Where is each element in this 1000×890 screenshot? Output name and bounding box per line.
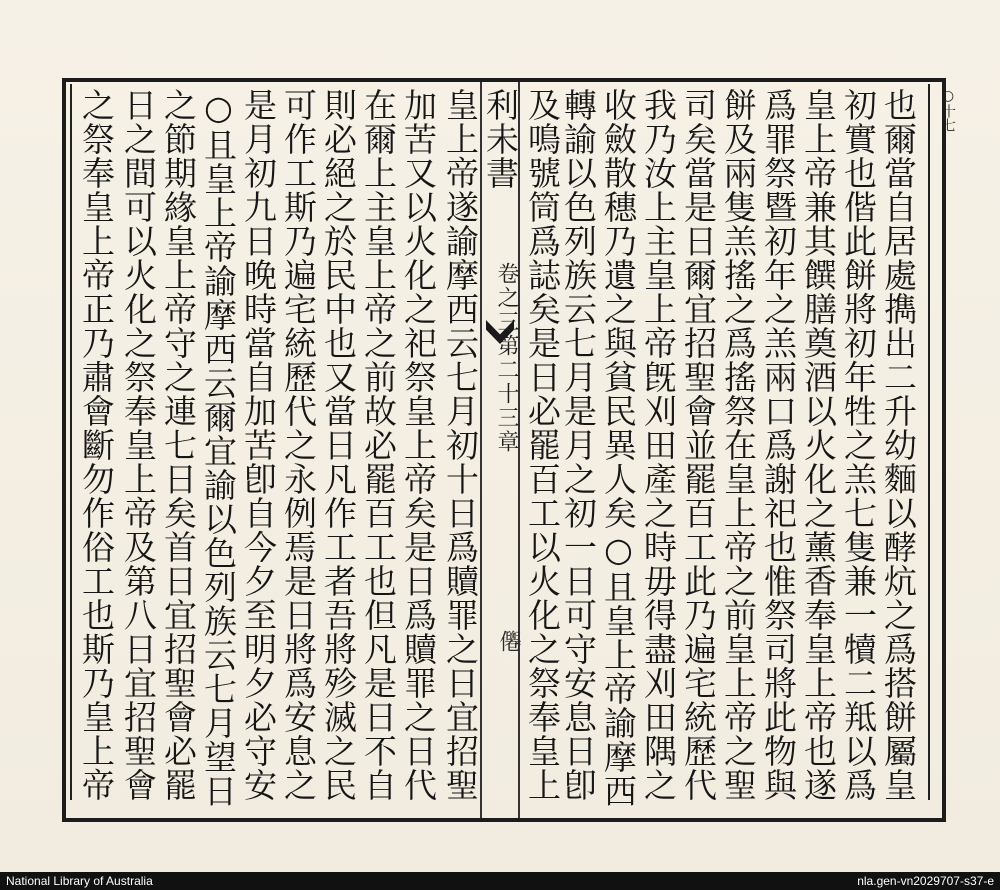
- text-column: 可作工斯乃遍宅統歷代之永例焉是日將爲安息之: [279, 88, 318, 802]
- text-column: 皇上帝遂諭摩西云七月初十日爲贖罪之日宜招聖: [441, 88, 480, 802]
- chapter-title: 卷之三第二十三章: [494, 262, 519, 454]
- text-column: 是月初九日晚時當自加苦卽自今夕至明夕必守安: [239, 88, 278, 802]
- footer-id: nla.gen-vn2029707-s37-e: [857, 874, 994, 888]
- text-column: ○且皇上帝諭摩西云爾宜諭以色列族云七月望日: [199, 88, 238, 808]
- page-number: 㒨: [496, 630, 521, 652]
- text-column: 及鳴號筒爲誌矣是日必罷百工以火化之祭奉皇上: [523, 88, 562, 802]
- frame-line-left: [70, 84, 72, 800]
- frame-line-right: [928, 84, 930, 800]
- text-column: 爲罪祭暨初年之羔兩口爲謝祀也惟祭司將此物與: [759, 88, 798, 802]
- text-column: 加苦又以火化之祀祭皇上帝矣是日爲贖罪之日代: [399, 88, 438, 802]
- text-column: 之祭奉皇上帝正乃肅會斷勿作俗工也斯乃皇上帝: [77, 88, 116, 802]
- text-column: 我乃汝上主皇上帝旣刈田產之時毋得盡刈田隅之: [639, 88, 678, 802]
- text-column: 收斂散穗乃遺之與貧民異人矣○且皇上帝諭摩西: [599, 88, 638, 808]
- text-column: 轉諭以色列族云七月是月之初一日可守安息日卽: [559, 88, 598, 802]
- text-column: 初實也偕此餅將初年牲之羔七隻兼一犢二羝以爲: [839, 88, 878, 802]
- text-column: 也爾當自居處擕出二升幼麵以酵炕之爲搭餅屬皇: [879, 88, 918, 802]
- text-column: 之節期緣皇上帝守之連七日矣首日宜招聖會必罷: [159, 88, 198, 802]
- book-title: 利未書: [481, 88, 520, 190]
- footer-bar: [0, 872, 1000, 890]
- text-column: 則必絕之於民中也又當日凡作工者吾將殄滅之民: [319, 88, 358, 802]
- text-column: 在爾上主皇上帝之前故必罷百工也但凡是日不自: [359, 88, 398, 802]
- footer-source: National Library of Australia: [6, 874, 153, 888]
- folio-number: ○十七: [940, 88, 956, 132]
- text-column: 司矣當是日爾宜招聖會並罷百工此乃遍宅統歷代: [679, 88, 718, 802]
- text-column: 日之間可以火化之祭奉皇上帝及第八日宜招聖會: [119, 88, 158, 802]
- text-column: 皇上帝兼其饌膳奠酒以火化之薰香奉皇上帝也遂: [799, 88, 838, 802]
- text-column: 餅及兩隻羔搖之爲搖祭在皇上帝之前皇上帝之聖: [719, 88, 758, 802]
